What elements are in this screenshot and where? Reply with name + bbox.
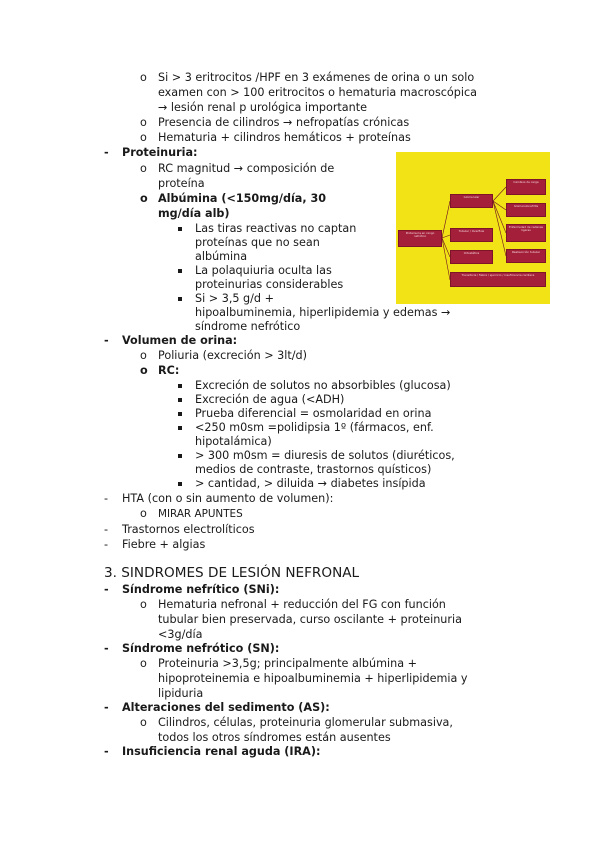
text-line: Las tiras reactivas no captan bbox=[195, 222, 357, 235]
circle-bullet: o bbox=[140, 657, 147, 670]
circle-bullet: o bbox=[140, 716, 147, 729]
circle-bullet: o bbox=[140, 598, 147, 611]
diagram-branch-text: Tubular / Overflow bbox=[458, 229, 485, 233]
text-line: Cilindros, células, proteinuria glomerular submasiva, bbox=[158, 716, 453, 729]
square-bullet bbox=[178, 412, 182, 416]
text-line: MIRAR APUNTES bbox=[158, 508, 243, 520]
text-line: Fiebre + algias bbox=[122, 538, 206, 551]
text-line: proteínas que no sean bbox=[195, 236, 320, 249]
dash-bullet: - bbox=[104, 334, 109, 347]
circle-bullet: o bbox=[140, 71, 147, 84]
diagram-leaf-box bbox=[506, 249, 546, 263]
diagram-branch-text: Ortostática bbox=[463, 251, 480, 255]
text-line: todos los otros síndromes están ausentes bbox=[158, 731, 391, 744]
dash-bullet: - bbox=[104, 146, 109, 159]
square-bullet bbox=[178, 426, 182, 430]
diagram-branch-text: Glomerular bbox=[463, 195, 480, 199]
text-line: hipoproteinemia e hipoalbuminemia + hiperlipidemia y bbox=[158, 672, 468, 685]
section-heading: Alteraciones del sedimento (AS): bbox=[122, 701, 330, 714]
text-line: síndrome nefrótico bbox=[195, 320, 301, 333]
diagram-leaf-text: Reabsorción tubular bbox=[511, 250, 541, 254]
text-line: albúmina bbox=[195, 250, 248, 263]
text-line: Si > 3 eritrocitos /HPF en 3 exámenes de orina o un solo bbox=[158, 71, 475, 84]
text-line: Excreción de agua (<ADH) bbox=[195, 393, 345, 406]
dash-bullet: - bbox=[104, 492, 109, 505]
circle-bullet: o bbox=[140, 162, 147, 175]
dash-bullet: - bbox=[104, 642, 109, 655]
text-line: Prueba diferencial = osmolaridad en orina bbox=[195, 407, 432, 420]
text-line: RC: bbox=[158, 364, 180, 377]
diagram-branch-box bbox=[450, 250, 493, 264]
square-bullet bbox=[178, 384, 182, 388]
section-heading: Insuficiencia renal aguda (IRA): bbox=[122, 745, 321, 758]
diagram-branch-box bbox=[450, 228, 493, 242]
text-line: hipoalbuminemia, hiperlipidemia y edemas → bbox=[195, 306, 451, 319]
square-bullet bbox=[178, 269, 182, 273]
dash-bullet: - bbox=[104, 745, 109, 758]
dash-bullet: - bbox=[104, 523, 109, 536]
circle-bullet: o bbox=[140, 349, 147, 362]
diagram-branch-box bbox=[450, 194, 493, 208]
text-line: → lesión renal p urológica importante bbox=[158, 101, 368, 114]
text-line: Trastornos electrolíticos bbox=[122, 523, 255, 536]
text-line: Albúmina (<150mg/día, 30 bbox=[158, 192, 327, 205]
dash-bullet: - bbox=[104, 583, 109, 596]
section-heading: Proteinuria: bbox=[122, 146, 198, 159]
text-line: medios de contraste, trastornos quísticos) bbox=[195, 463, 432, 476]
text-line: examen con > 100 eritrocitos o hematuria macroscópica bbox=[158, 86, 477, 99]
diagram-root-text: Proteinuria en rango nefrótico bbox=[405, 231, 435, 239]
square-bullet bbox=[178, 227, 182, 231]
text-line: Excreción de solutos no absorbibles (glucosa) bbox=[195, 379, 451, 392]
proteinuria-diagram bbox=[396, 152, 550, 304]
diagram-branch-box bbox=[450, 272, 546, 287]
section-title: 3. SINDROMES DE LESIÓN NEFRONAL bbox=[104, 565, 360, 581]
text-line: Proteinuria >3,5g; principalmente albúmina + bbox=[158, 657, 417, 670]
text-line: HTA (con o sin aumento de volumen): bbox=[122, 492, 334, 505]
circle-bullet: o bbox=[140, 507, 147, 520]
text-line: Hematuria nefronal + reducción del FG con función bbox=[158, 598, 446, 611]
dash-bullet: - bbox=[104, 701, 109, 714]
text-line: tubular bien preservada, curso oscilante + proteinuria bbox=[158, 613, 462, 626]
square-bullet bbox=[178, 482, 182, 486]
square-bullet bbox=[178, 454, 182, 458]
text-line: lipiduria bbox=[158, 687, 204, 700]
diagram-root-box bbox=[398, 230, 442, 247]
diagram-leaf-text: Enfermedad de cadenas ligeras bbox=[508, 225, 544, 233]
section-heading: Volumen de orina: bbox=[122, 334, 238, 347]
square-bullet bbox=[178, 297, 182, 301]
text-line: Si > 3,5 g/d + bbox=[195, 292, 274, 305]
circle-bullet: o bbox=[140, 116, 147, 129]
text-line: proteína bbox=[158, 177, 205, 190]
text-line: Hematuria + cilindros hemáticos + proteínas bbox=[158, 131, 411, 144]
text-line: La polaquiuria oculta las bbox=[195, 264, 332, 277]
circle-bullet: o bbox=[140, 192, 148, 205]
diagram-leaf-box bbox=[506, 179, 546, 195]
text-line: <3g/día bbox=[158, 628, 203, 641]
text-line: <250 m0sm =polidipsia 1º (fármacos, enf. bbox=[195, 421, 434, 434]
text-line: hipotalámica) bbox=[195, 435, 272, 448]
text-line: mg/día alb) bbox=[158, 207, 230, 220]
text-line: RC magnitud → composición de bbox=[158, 162, 335, 175]
circle-bullet: o bbox=[140, 131, 147, 144]
text-line: Poliuria (excreción > 3lt/d) bbox=[158, 349, 308, 362]
square-bullet bbox=[178, 398, 182, 402]
text-line: > cantidad, > diluida → diabetes insípida bbox=[195, 477, 426, 490]
text-line: > 300 m0sm = diuresis de solutos (diuréticos, bbox=[195, 449, 455, 462]
diagram-leaf-text: Cambios de carga bbox=[513, 180, 539, 184]
section-heading: Síndrome nefrótico (SN): bbox=[122, 642, 280, 655]
text-line: proteinurias considerables bbox=[195, 278, 344, 291]
diagram-leaf-text: Glomerulonefritis bbox=[513, 204, 539, 208]
diagram-leaf-box bbox=[506, 224, 546, 242]
diagram-leaf-box bbox=[506, 203, 546, 217]
circle-bullet: o bbox=[140, 364, 148, 377]
diagram-branch-text: Transitoria / fiebre / ejercicio / insuficiencia cardíaca bbox=[461, 273, 535, 277]
section-heading: Síndrome nefrítico (SNi): bbox=[122, 583, 280, 596]
text-line: Presencia de cilindros → nefropatías crónicas bbox=[158, 116, 410, 129]
dash-bullet: - bbox=[104, 538, 109, 551]
